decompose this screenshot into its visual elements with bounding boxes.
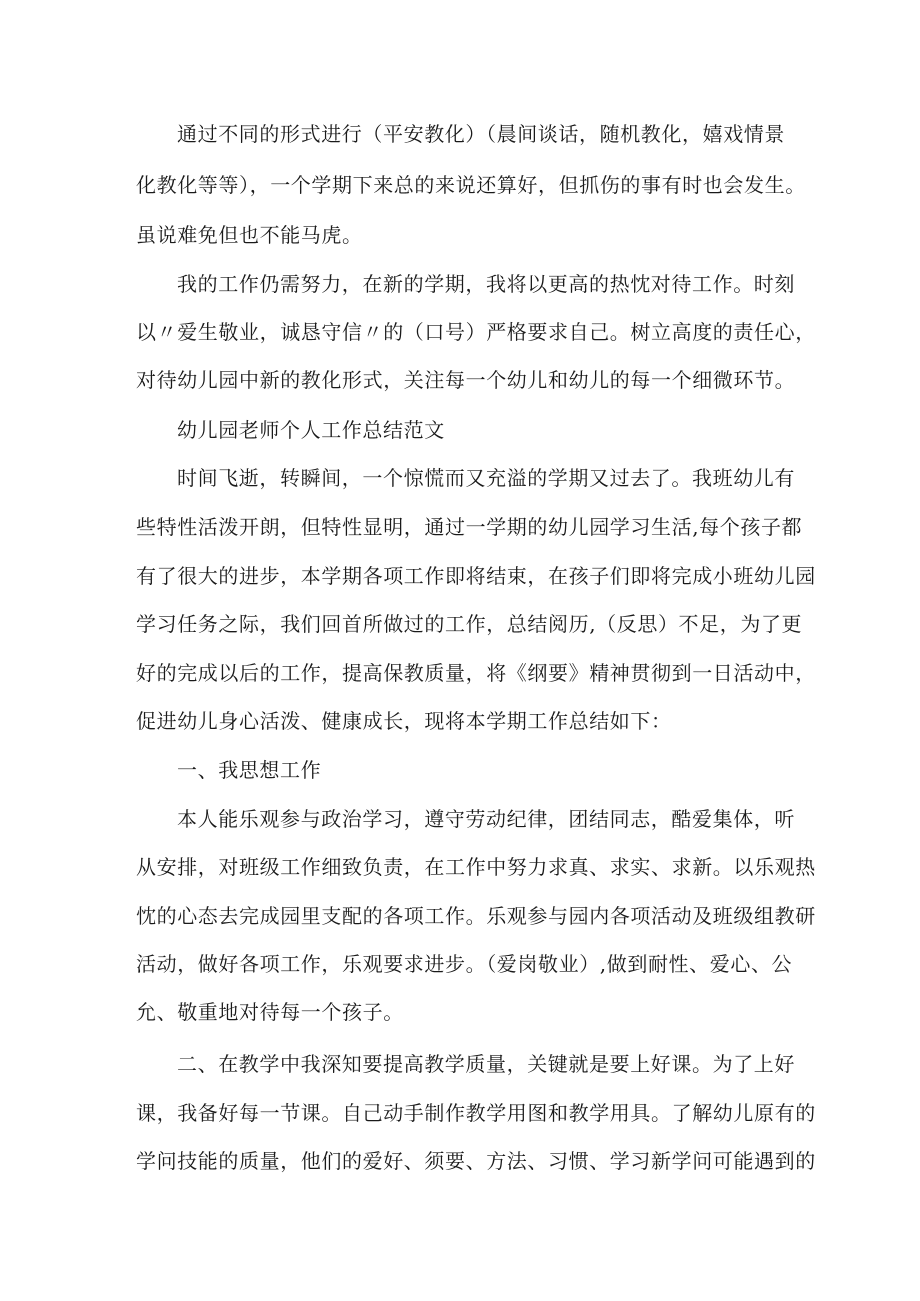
text-line: 些特性活泼开朗，但特性显明，通过一学期的幼儿园学习生活,每个孩子都 bbox=[136, 515, 803, 539]
text-line: 允、敬重地对待每一个孩子。 bbox=[136, 1000, 404, 1024]
text-line: 从安排，对班级工作细致负责，在工作中努力求真、求实、求新。以乐观热 bbox=[136, 855, 816, 879]
text-line: 好的完成以后的工作，提高保教质量，将《纲要》精神贯彻到一日活动中， bbox=[136, 661, 816, 685]
text-line: 时间飞逝，转瞬间，一个惊慌而又充溢的学期又过去了。我班幼儿有 bbox=[177, 466, 795, 490]
text-line: 我的工作仍需努力，在新的学期，我将以更高的热忱对待工作。时刻 bbox=[177, 272, 795, 296]
text-line: 二、在教学中我深知要提高教学质量，关键就是要上好课。为了上好 bbox=[177, 1052, 795, 1076]
text-line: 有了很大的进步，本学期各项工作即将结束，在孩子们即将完成小班幼儿园 bbox=[136, 564, 816, 588]
text-line: 课，我备好每一节课。自己动手制作教学用图和教学用具。了解幼儿原有的 bbox=[136, 1101, 816, 1125]
section-heading: 幼儿园老师个人工作总结范文 bbox=[177, 418, 445, 442]
text-line: 通过不同的形式进行（平安教化）（晨间谈话，随机教化，嬉戏情景 bbox=[177, 122, 785, 146]
section-heading: 一、我思想工作 bbox=[177, 758, 322, 782]
text-line: 对待幼儿园中新的教化形式，关注每一个幼儿和幼儿的每一个细微环节。 bbox=[136, 368, 796, 392]
text-line: 本人能乐观参与政治学习，遵守劳动纪律，团结同志，酷爱集体，听 bbox=[177, 807, 795, 831]
text-line: 化教化等等），一个学期下来总的来说还算好，但抓伤的事有时也会发生。 bbox=[136, 173, 806, 197]
text-line: 以〃爱生敬业，诚恳守信〃的（口号）严格要求自己。树立高度的责任心， bbox=[136, 320, 816, 344]
text-line: 促进幼儿身心活泼、健康成长，现将本学期工作总结如下： bbox=[136, 709, 672, 733]
text-line: 忱的心态去完成园里支配的各项工作。乐观参与园内各项活动及班级组教研 bbox=[136, 904, 816, 928]
text-line: 虽说难免但也不能马虎。 bbox=[136, 223, 363, 247]
text-line: 学问技能的质量，他们的爱好、须要、方法、习惯、学习新学问可能遇到的 bbox=[136, 1149, 816, 1173]
text-line: 学习任务之际，我们回首所做过的工作，总结阅历,（反思）不足，为了更 bbox=[136, 612, 803, 636]
text-line: 活动，做好各项工作，乐观要求进步。（爱岗敬业）,做到耐性、爱心、公 bbox=[136, 952, 793, 976]
